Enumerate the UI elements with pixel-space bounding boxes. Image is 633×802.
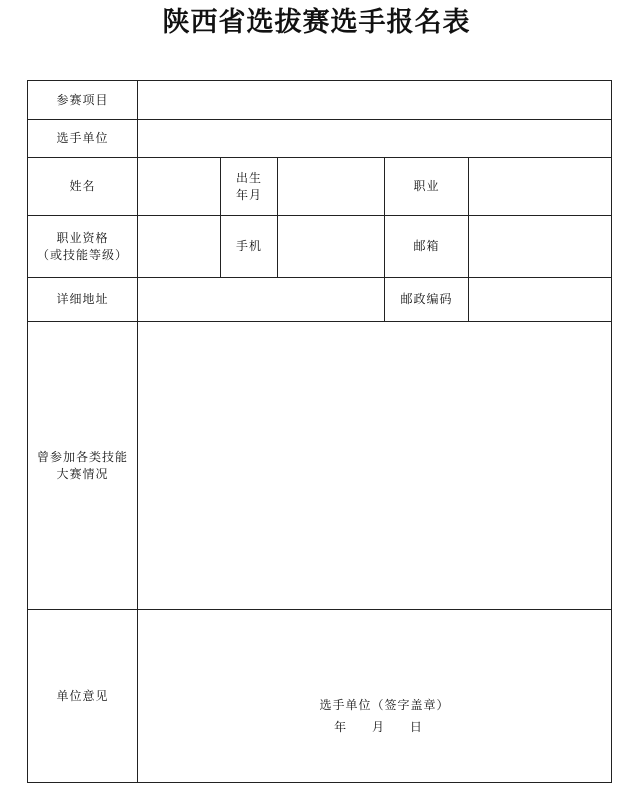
opinion-label-cell — [28, 610, 138, 783]
event-field[interactable] — [138, 81, 612, 120]
occupation-label-cell — [385, 158, 469, 216]
competitions-field[interactable] — [138, 322, 612, 610]
postcode-field[interactable] — [469, 278, 612, 322]
qualification-field[interactable] — [138, 216, 221, 278]
occupation-field[interactable] — [469, 158, 612, 216]
opinion-label: 单位意见 — [56, 688, 109, 703]
signature-label: 选手单位（签字盖章） — [319, 698, 450, 712]
event-label-cell — [28, 81, 138, 120]
postcode-label-cell — [385, 278, 469, 322]
name-label-cell — [28, 158, 138, 216]
competitions-label-line1: 曾参加各类技能 — [36, 449, 128, 464]
row-opinion — [28, 610, 612, 783]
event-label: 参赛项目 — [56, 92, 109, 107]
email-label-cell — [385, 216, 469, 278]
row-personal — [28, 158, 612, 216]
qualification-label-cell — [28, 216, 138, 278]
date-year-label: 年 — [334, 720, 348, 734]
name-field[interactable] — [138, 158, 221, 216]
date-day-label: 日 — [409, 720, 423, 734]
qualification-label-line2: （或技能等级） — [36, 247, 128, 262]
email-label: 邮箱 — [413, 239, 440, 253]
row-competitions — [28, 322, 612, 610]
row-event — [28, 81, 612, 120]
mobile-label-cell — [221, 216, 278, 278]
postcode-label: 邮政编码 — [400, 292, 453, 306]
unit-field[interactable] — [138, 120, 612, 158]
competitions-label-line2: 大赛情况 — [56, 466, 109, 481]
registration-form-table — [27, 80, 612, 783]
birth-label-cell — [221, 158, 278, 216]
signature-block — [138, 654, 611, 738]
row-contact — [28, 216, 612, 278]
row-unit — [28, 120, 612, 158]
birth-label-line1: 出生 — [235, 170, 262, 185]
email-field[interactable] — [469, 216, 612, 278]
date-line — [138, 716, 611, 738]
row-address — [28, 278, 612, 322]
birth-field[interactable] — [278, 158, 385, 216]
mobile-field[interactable] — [278, 216, 385, 278]
unit-label-cell — [28, 120, 138, 158]
qualification-label-line1: 职业资格 — [56, 230, 109, 245]
occupation-label: 职业 — [413, 179, 440, 193]
address-label: 详细地址 — [56, 292, 109, 306]
address-field[interactable] — [138, 278, 385, 322]
mobile-label: 手机 — [235, 239, 262, 253]
address-label-cell — [28, 278, 138, 322]
unit-label: 选手单位 — [56, 131, 109, 145]
opinion-field[interactable] — [138, 610, 612, 783]
date-month-label: 月 — [372, 720, 386, 734]
name-label: 姓名 — [69, 179, 96, 193]
birth-label-line2: 年月 — [235, 187, 262, 202]
form-title: 陕西省选拔赛选手报名表 — [162, 7, 471, 38]
competitions-label-cell — [28, 322, 138, 610]
